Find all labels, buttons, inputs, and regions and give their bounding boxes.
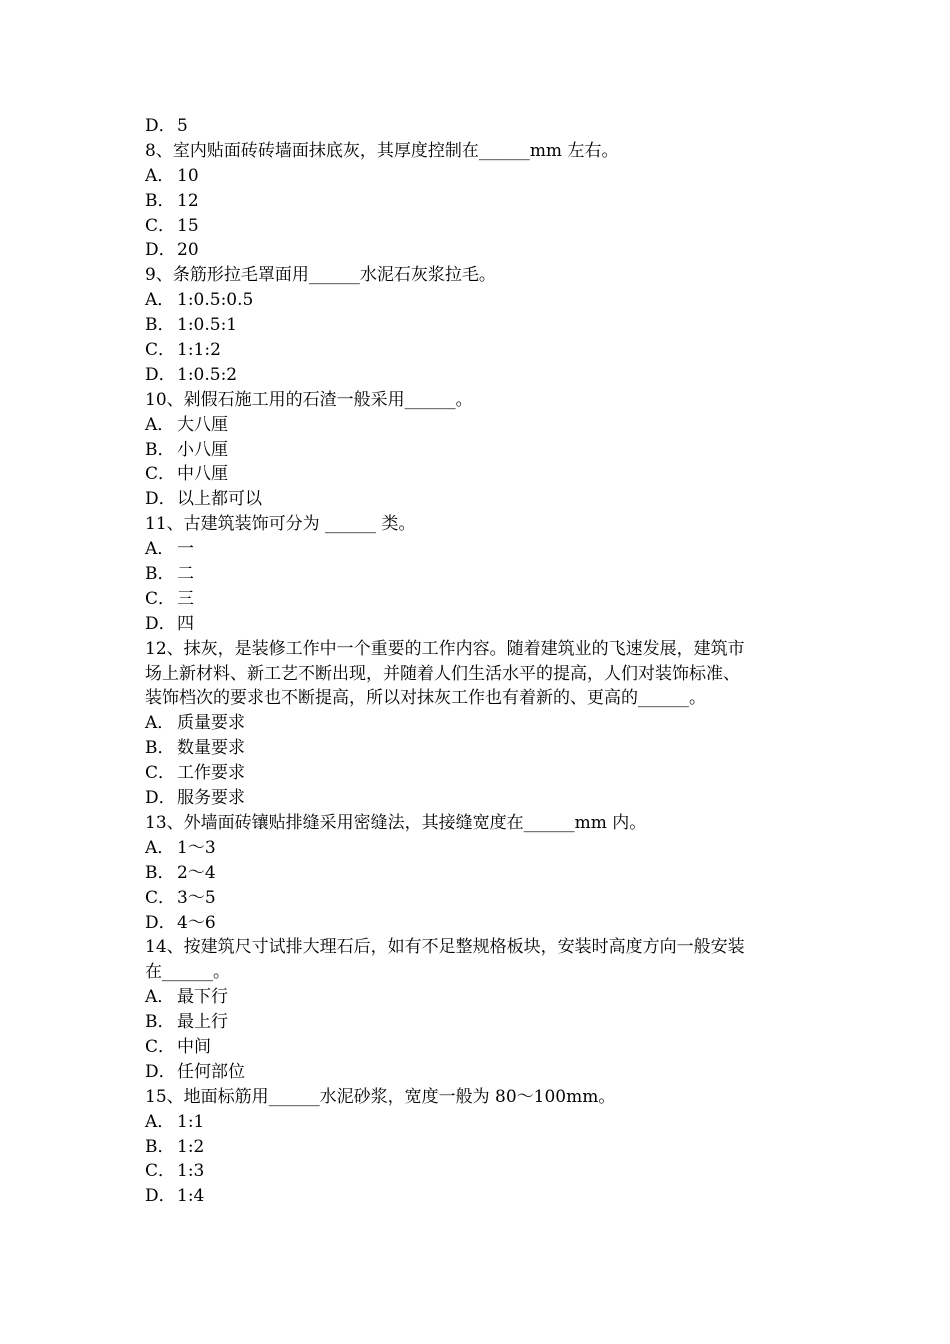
option-text: 1:2: [177, 1136, 205, 1157]
option-letter: A．: [145, 1111, 175, 1132]
option-letter: C．: [145, 340, 176, 361]
answer-option: [145, 164, 815, 189]
option-letter: D．: [145, 613, 176, 634]
option-text: 以上都可以: [177, 489, 262, 510]
answer-option: [145, 587, 815, 612]
question-text: 12、抹灰，是装修工作中一个重要的工作内容。随着建筑业的飞速发展，建筑市: [145, 638, 745, 659]
option-text: 大八厘: [177, 414, 228, 435]
option-letter: D．: [145, 1186, 176, 1207]
question-text: 在______。: [145, 962, 230, 983]
option-letter: B．: [145, 738, 175, 759]
answer-option: [145, 438, 815, 463]
answer-option: [145, 189, 815, 214]
option-text: 1:1: [177, 1111, 205, 1132]
option-letter: D．: [145, 489, 176, 510]
option-letter: C．: [145, 588, 176, 609]
option-letter: A．: [145, 165, 175, 186]
answer-option: [145, 537, 815, 562]
option-text: 小八厘: [177, 439, 228, 460]
option-text: 二: [177, 564, 194, 585]
question-text: 场上新材料、新工艺不断出现，并随着人们生活水平的提高，人们对装饰标准、: [145, 663, 740, 684]
answer-option: [145, 786, 815, 811]
option-letter: A．: [145, 290, 175, 311]
option-letter: D．: [145, 912, 176, 933]
option-text: 1:0.5:1: [177, 315, 238, 336]
option-text: 12: [177, 190, 199, 211]
question-text: 14、按建筑尺寸试排大理石后，如有不足整规格板块，安装时高度方向一般安装: [145, 937, 745, 958]
option-text: 任何部位: [177, 1061, 245, 1082]
answer-option: [145, 114, 815, 139]
option-letter: B．: [145, 1136, 175, 1157]
answer-option: [145, 462, 815, 487]
answer-option: [145, 413, 815, 438]
option-text: 1:3: [177, 1161, 205, 1182]
answer-option: [145, 911, 815, 936]
option-letter: B．: [145, 315, 175, 336]
option-text: 1:4: [177, 1186, 205, 1207]
option-text: 工作要求: [177, 763, 245, 784]
answer-option: [145, 1159, 815, 1184]
option-letter: D．: [145, 364, 176, 385]
option-text: 2～4: [177, 862, 216, 883]
answer-option: [145, 214, 815, 239]
exam-content: [145, 114, 815, 1209]
option-letter: A．: [145, 837, 175, 858]
answer-option: [145, 288, 815, 313]
option-text: 四: [177, 613, 194, 634]
option-text: 15: [177, 215, 199, 236]
question-text: 13、外墙面砖镶贴排缝采用密缝法，其接缝宽度在______mm 内。: [145, 812, 647, 833]
answer-option: [145, 1110, 815, 1135]
question-text: 8、室内贴面砖砖墙面抹底灰，其厚度控制在______mm 左右。: [145, 140, 619, 161]
option-text: 最上行: [177, 1012, 228, 1033]
question-text: 10、剁假石施工用的石渣一般采用______。: [145, 389, 473, 410]
option-letter: A．: [145, 713, 175, 734]
option-text: 5: [177, 116, 188, 136]
option-text: 三: [177, 588, 194, 609]
question-text: 15、地面标筋用______水泥砂浆，宽度一般为 80～100mm。: [145, 1086, 616, 1107]
answer-option: [145, 861, 815, 886]
option-text: 服务要求: [177, 788, 245, 809]
question-text: 装饰档次的要求也不断提高，所以对抹灰工作也有着新的、更高的______。: [145, 688, 706, 709]
answer-option: [145, 836, 815, 861]
option-letter: A．: [145, 539, 175, 560]
option-letter: D．: [145, 116, 176, 136]
option-letter: B．: [145, 439, 175, 460]
option-letter: A．: [145, 987, 175, 1008]
option-text: 1～3: [177, 837, 216, 858]
option-text: 质量要求: [177, 713, 245, 734]
answer-option: [145, 1135, 815, 1160]
option-letter: D．: [145, 240, 176, 261]
option-text: 3～5: [177, 887, 216, 908]
option-text: 1:1:2: [177, 340, 221, 361]
option-text: 20: [177, 240, 199, 261]
option-text: 1:0.5:2: [177, 364, 238, 385]
answer-option: [145, 1184, 815, 1209]
option-letter: A．: [145, 414, 175, 435]
option-letter: C．: [145, 1161, 176, 1182]
option-text: 10: [177, 165, 199, 186]
option-letter: B．: [145, 190, 175, 211]
question-text: 9、条筋形拉毛罩面用______水泥石灰浆拉毛。: [145, 265, 496, 286]
option-text: 一: [177, 539, 194, 560]
option-letter: B．: [145, 564, 175, 585]
question-text: 11、古建筑装饰可分为 ______ 类。: [145, 514, 416, 535]
option-letter: C．: [145, 215, 176, 236]
option-letter: B．: [145, 1012, 175, 1033]
answer-option: [145, 612, 815, 637]
option-text: 最下行: [177, 987, 228, 1008]
option-letter: C．: [145, 464, 176, 485]
answer-option: [145, 562, 815, 587]
option-letter: D．: [145, 788, 176, 809]
answer-option: [145, 1010, 815, 1035]
option-text: 中八厘: [177, 464, 228, 485]
option-text: 数量要求: [177, 738, 245, 759]
answer-option: [145, 711, 815, 736]
option-letter: C．: [145, 1036, 176, 1057]
option-letter: C．: [145, 887, 176, 908]
option-letter: C．: [145, 763, 176, 784]
option-text: 1:0.5:0.5: [177, 290, 254, 311]
answer-option: [145, 238, 815, 263]
answer-option: [145, 338, 815, 363]
answer-option: [145, 1060, 815, 1085]
answer-option: [145, 736, 815, 761]
option-letter: B．: [145, 862, 175, 883]
answer-option: [145, 985, 815, 1010]
answer-option: [145, 761, 815, 786]
answer-option: [145, 487, 815, 512]
answer-option: [145, 886, 815, 911]
option-text: 4～6: [177, 912, 216, 933]
answer-option: [145, 313, 815, 338]
option-text: 中间: [177, 1036, 211, 1057]
answer-option: [145, 1035, 815, 1060]
answer-option: [145, 363, 815, 388]
option-letter: D．: [145, 1061, 176, 1082]
